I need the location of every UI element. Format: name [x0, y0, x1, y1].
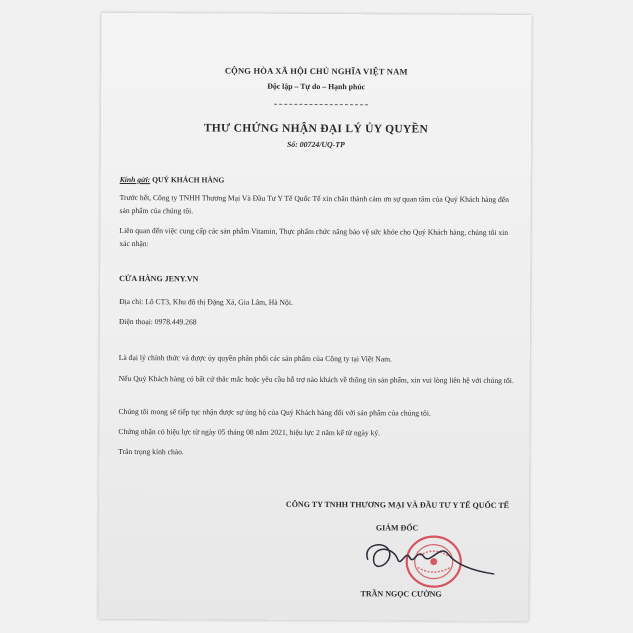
company-stamp-icon — [407, 536, 461, 586]
motto: Độc lập – Tự do – Hạnh phúc — [267, 81, 366, 92]
intro-paragraph: Trước hết, Công ty TNHH Thương Mại Và Đầu Tư Y Tế Quốc Tế xin chân thành cảm ơn sự quan tâm của Quý Khách hàng đến sản phẩm của chúng tôi. — [119, 192, 510, 216]
document-page — [98, 13, 531, 621]
signatory-name: TRẦN NGỌC CƯỜNG — [360, 589, 442, 599]
national-heading: CỘNG HÒA XÃ HỘI CHỦ NGHĨA VIỆT NAM — [224, 65, 408, 77]
document-title: THƯ CHỨNG NHẬN ĐẠI LÝ ỦY QUYỀN — [203, 122, 429, 136]
closing-paragraph-3: Chúng tôi mong sẽ tiếp tục nhận được sự ủng hộ của Quý Khách hàng đối với sản phẩm của chúng tôi. — [118, 406, 431, 418]
motto-divider — [274, 104, 368, 105]
company-signature-line: CÔNG TY TNHH THƯƠNG MẠI VÀ ĐẦU TƯ Y TẾ QUỐC TẾ — [285, 499, 510, 511]
stamp-center-star — [430, 558, 437, 565]
regards-line: Trân trọng kính chào. — [118, 446, 184, 457]
salutation-label: Kính gửi: — [119, 174, 151, 185]
closing-paragraph-1: Là đại lý chính thức và được ủy quyền phân phối các sản phẩm của Công ty tại Việt Nam. — [118, 352, 392, 364]
relation-paragraph: Liên quan đến việc cung cấp các sản phẩm Vitamin, Thực phẩm chức năng bảo vệ sức khỏe cho Quý Khách hàng, chúng tôi xin xác nhận: — [119, 225, 509, 249]
salutation — [120, 173, 520, 188]
store-address: Địa chỉ: Lô CT3, Khu đô thị Đặng Xá, Gia Lâm, Hà Nội. — [119, 296, 293, 307]
salutation-recipient: QUÝ KHÁCH HÀNG — [152, 175, 225, 185]
signatory-title: GIÁM ĐỐC — [375, 523, 419, 533]
document-number: Số: 00724/UQ-TP — [286, 139, 345, 150]
closing-paragraph-2: Nếu Quý Khách hàng có bất cứ thắc mắc hoặc yêu cầu hỗ trợ nào khách về thông tin sản phẩm, xin vui lòng liên hệ với chúng tôi. — [118, 373, 514, 386]
handwritten-signature-icon — [367, 545, 494, 574]
validity-paragraph: Chứng nhận có hiệu lực từ ngày 05 tháng 08 năm 2021, hiệu lực 2 năm kể từ ngày ký. — [118, 426, 381, 438]
store-phone: Điện thoại: 0978.449.268 — [118, 316, 197, 327]
signature-and-stamp — [354, 529, 504, 592]
store-name: CỬA HÀNG JENY.VN — [119, 273, 199, 284]
